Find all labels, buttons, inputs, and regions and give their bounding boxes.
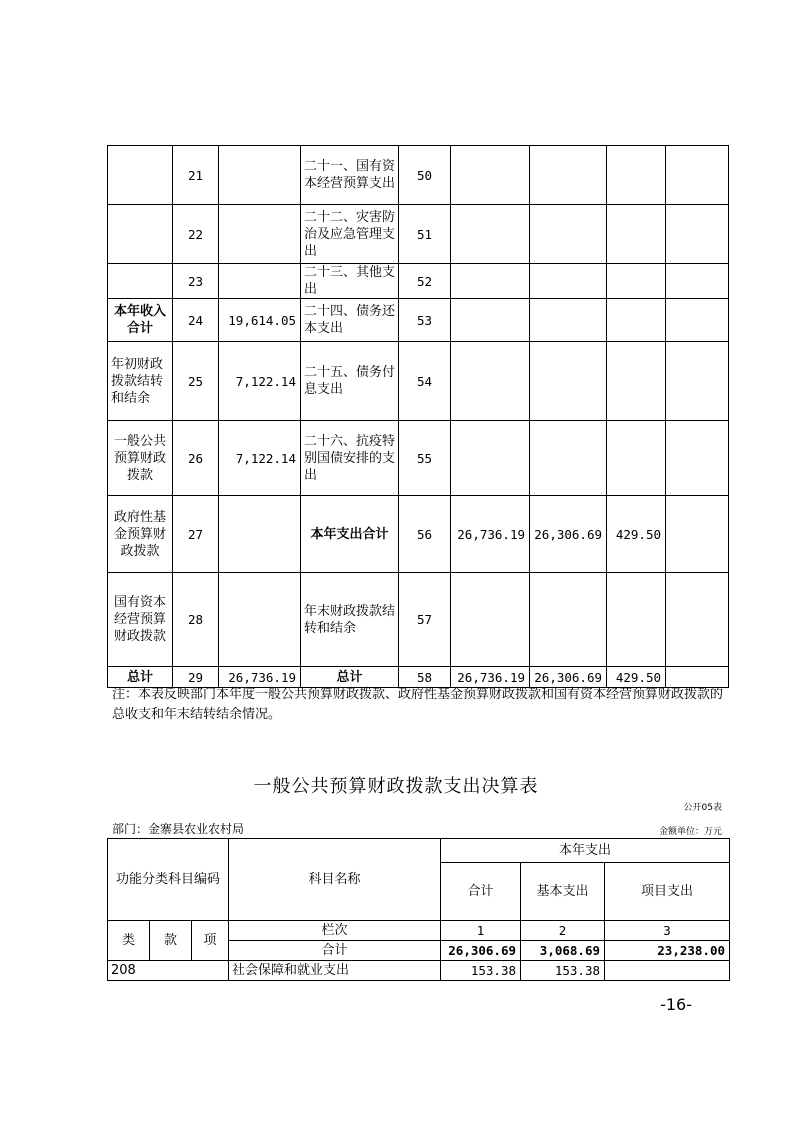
- expense-general: [530, 342, 607, 421]
- expense-total: [451, 342, 530, 421]
- expense-total: [451, 146, 530, 205]
- income-label: 总计: [108, 667, 173, 688]
- expense-total: [451, 264, 530, 299]
- page-number: -16-: [660, 995, 692, 1014]
- income-expense-summary-table: [107, 145, 729, 688]
- income-line-no: 25: [173, 342, 219, 421]
- income-line-no: 24: [173, 299, 219, 342]
- sum-label: 合计: [229, 941, 441, 961]
- expense-general: [530, 299, 607, 342]
- expense-total: [451, 421, 530, 496]
- income-amount: [219, 573, 301, 667]
- header-project: 项目支出: [605, 863, 730, 921]
- income-label: 本年收入合计: [108, 299, 173, 342]
- expense-line-no: 52: [399, 264, 451, 299]
- expense-general: 26,306.69: [530, 667, 607, 688]
- sum-project: 23,238.00: [605, 941, 730, 961]
- column-index-1: 1: [441, 921, 521, 941]
- table-row: [108, 299, 729, 342]
- expense-total: [451, 573, 530, 667]
- expense-general: [530, 421, 607, 496]
- expense-line-no: 50: [399, 146, 451, 205]
- income-line-no: 28: [173, 573, 219, 667]
- sum-basic: 3,068.69: [521, 941, 605, 961]
- general-budget-expense-table: [107, 838, 730, 981]
- expense-state-capital: [666, 299, 729, 342]
- expense-item: 本年支出合计: [301, 496, 399, 573]
- income-label: [108, 205, 173, 264]
- table-row: [108, 573, 729, 667]
- table-code: 公开05表: [683, 803, 722, 813]
- expense-fund: [607, 342, 666, 421]
- expense-fund: [607, 264, 666, 299]
- income-amount: 7,122.14: [219, 342, 301, 421]
- header-kuan: 款: [150, 921, 192, 961]
- expense-state-capital: [666, 146, 729, 205]
- row-project: [605, 961, 730, 981]
- income-amount: [219, 496, 301, 573]
- income-amount: [219, 205, 301, 264]
- income-label: [108, 264, 173, 299]
- expense-item: 二十二、灾害防治及应急管理支出: [301, 205, 399, 264]
- expense-state-capital: [666, 205, 729, 264]
- expense-item: 二十六、抗疫特别国债安排的支出: [301, 421, 399, 496]
- table-row: [108, 264, 729, 299]
- income-amount: 7,122.14: [219, 421, 301, 496]
- table-row: [108, 146, 729, 205]
- expense-line-no: 55: [399, 421, 451, 496]
- row-total: 153.38: [441, 961, 521, 981]
- income-amount: 19,614.05: [219, 299, 301, 342]
- income-label: 政府性基金预算财政拨款: [108, 496, 173, 573]
- row-basic: 153.38: [521, 961, 605, 981]
- expense-fund: [607, 573, 666, 667]
- expense-general: 26,306.69: [530, 496, 607, 573]
- expense-state-capital: [666, 573, 729, 667]
- expense-fund: [607, 299, 666, 342]
- header-xiang: 项: [192, 921, 229, 961]
- table-row: [108, 421, 729, 496]
- income-amount: [219, 264, 301, 299]
- expense-state-capital: [666, 264, 729, 299]
- header-basic: 基本支出: [521, 863, 605, 921]
- expense-item: 二十三、其他支出: [301, 264, 399, 299]
- expense-item: 二十一、国有资本经营预算支出: [301, 146, 399, 205]
- header-year-expense: 本年支出: [441, 839, 730, 863]
- amount-unit-label: 金额单位：万元: [658, 827, 722, 837]
- expense-total: 26,736.19: [451, 496, 530, 573]
- header-item-name: 科目名称: [229, 839, 441, 921]
- expense-state-capital: [666, 342, 729, 421]
- expense-general: [530, 146, 607, 205]
- column-index-3: 3: [605, 921, 730, 941]
- expense-line-no: 51: [399, 205, 451, 264]
- table-title: 一般公共预算财政拨款支出决算表: [253, 776, 539, 797]
- expense-general: [530, 573, 607, 667]
- row-code: 208: [108, 961, 229, 981]
- income-line-no: 21: [173, 146, 219, 205]
- table-row: [108, 205, 729, 264]
- income-line-no: 26: [173, 421, 219, 496]
- row-name: 社会保障和就业支出: [229, 961, 441, 981]
- table-row: [108, 496, 729, 573]
- expense-fund: [607, 205, 666, 264]
- expense-fund: 429.50: [607, 496, 666, 573]
- income-line-no: 22: [173, 205, 219, 264]
- income-label: 国有资本经营预算财政拨款: [108, 573, 173, 667]
- page-number-area: [0, 995, 792, 1014]
- column-index-label: 栏次: [229, 921, 441, 941]
- header-total: 合计: [441, 863, 521, 921]
- expense-line-no: 58: [399, 667, 451, 688]
- expense-state-capital: [666, 496, 729, 573]
- table-row: [108, 961, 730, 981]
- department-label: 部门：金寨县农业农村局: [112, 822, 245, 836]
- expense-total: 26,736.19: [451, 667, 530, 688]
- table-row: [108, 342, 729, 421]
- expense-general: [530, 264, 607, 299]
- income-line-no: 29: [173, 667, 219, 688]
- income-line-no: 23: [173, 264, 219, 299]
- income-label: [108, 146, 173, 205]
- expense-line-no: 57: [399, 573, 451, 667]
- table-note: 注：本表反映部门本年度一般公共预算财政拨款、政府性基金预算财政拨款和国有资本经营预算财政拨款的总收支和年末结转结余情况。: [112, 687, 724, 722]
- header-lei: 类: [108, 921, 150, 961]
- income-label: 年初财政拨款结转和结余: [108, 342, 173, 421]
- expense-fund: [607, 421, 666, 496]
- expense-line-no: 54: [399, 342, 451, 421]
- sum-total: 26,306.69: [441, 941, 521, 961]
- expense-fund: [607, 146, 666, 205]
- expense-fund: 429.50: [607, 667, 666, 688]
- income-amount: 26,736.19: [219, 667, 301, 688]
- income-line-no: 27: [173, 496, 219, 573]
- header-function-code: 功能分类科目编码: [108, 839, 229, 921]
- expense-total: [451, 205, 530, 264]
- expense-item: 年末财政拨款结转和结余: [301, 573, 399, 667]
- income-amount: [219, 146, 301, 205]
- expense-line-no: 56: [399, 496, 451, 573]
- expense-item: 二十五、债务付息支出: [301, 342, 399, 421]
- expense-line-no: 53: [399, 299, 451, 342]
- expense-total: [451, 299, 530, 342]
- income-label: 一般公共预算财政拨款: [108, 421, 173, 496]
- expense-state-capital: [666, 421, 729, 496]
- expense-item: 二十四、债务还本支出: [301, 299, 399, 342]
- expense-general: [530, 205, 607, 264]
- column-index-2: 2: [521, 921, 605, 941]
- expense-item: 总计: [301, 667, 399, 688]
